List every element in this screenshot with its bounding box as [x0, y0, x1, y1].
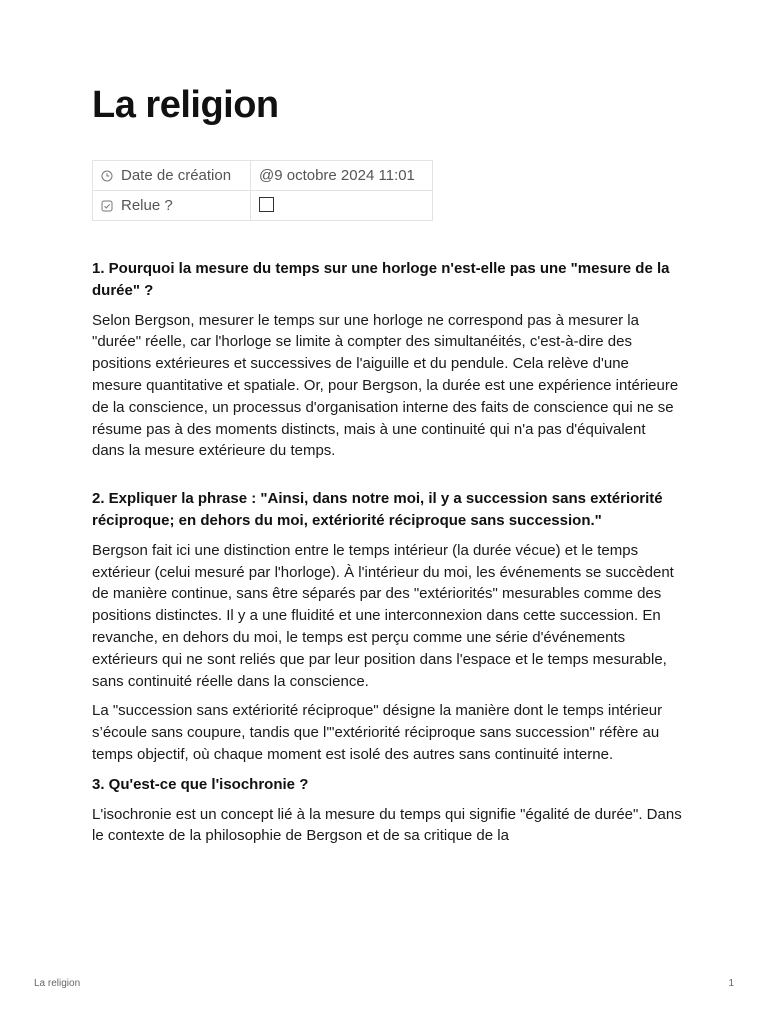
property-value-relue: [251, 191, 433, 221]
checkbox-icon: [101, 200, 113, 212]
page-title: La religion: [92, 84, 279, 126]
paragraph: La "succession sans extériorité réciproque" désigne la manière dont le temps intérieur s’écoule sans coupure, tandis que l'"extériorité réciproque sans succession" réfère au temps objectif, où chaque moment est isolé des autres sans continuité interne.: [92, 702, 663, 763]
property-label: Relue ?: [121, 197, 173, 214]
question-heading: 3. Qu'est-ce que l'isochronie ?: [92, 775, 309, 793]
property-row-date: [93, 161, 433, 191]
document-body: [92, 258, 682, 855]
question-heading: 2. Expliquer la phrase : "Ainsi, dans notre moi, il y a succession sans extériorité réciproque; en dehors du moi, extériorité réciproque sans succession.": [92, 490, 663, 529]
property-key: [93, 161, 251, 191]
paragraph: Bergson fait ici une distinction entre le temps intérieur (la durée vécue) et le temps extérieur (celui mesuré par l'horloge). À l'intérieur du moi, les événements se succèdent de manière continue, sans être séparés par des "extériorités" mesurables comme des positions distinctes. Il y a une fluidité et une interconnexion dans cette succession. En revanche, en dehors du moi, le temps est perçu comme une série d'événements extérieurs qui ne sont reliés que par leur position dans l'espace et le temps mesurable, sans continuité réelle dans la conscience.: [92, 541, 674, 690]
question-heading: 1. Pourquoi la mesure du temps sur une horloge n'est-elle pas une "mesure de la durée" ?: [92, 260, 670, 299]
property-key: [93, 191, 251, 221]
property-row-relue: [93, 191, 433, 221]
properties-table: [92, 160, 433, 221]
paragraph: Selon Bergson, mesurer le temps sur une horloge ne correspond pas à mesurer la "durée" réelle, car l'horloge se limite à compter des simultanéités, c'est-à-dire des positions extérieures et successives de l'aiguille et du pendule. Cela relève d'une mesure quantitative et spatiale. Or, pour Bergson, la durée est une expérience intérieure de la conscience, un processus d'organisation interne des faits de conscience qui ne se résume pas à des moments distincts, mais à une continuité qui n'a pas d'équivalent dans la mesure extérieure du temps.: [92, 311, 679, 460]
relue-checkbox[interactable]: [259, 197, 274, 212]
clock-icon: [101, 170, 113, 182]
property-label: Date de création: [121, 167, 232, 184]
footer-title: La religion: [34, 978, 81, 989]
paragraph: L'isochronie est un concept lié à la mesure du temps qui signifie "égalité de durée". Dans le contexte de la philosophie de Bergson et de sa critique de la: [92, 805, 682, 845]
property-value-date: @9 octobre 2024 11:01: [251, 161, 433, 191]
page-number: 1: [728, 978, 734, 989]
